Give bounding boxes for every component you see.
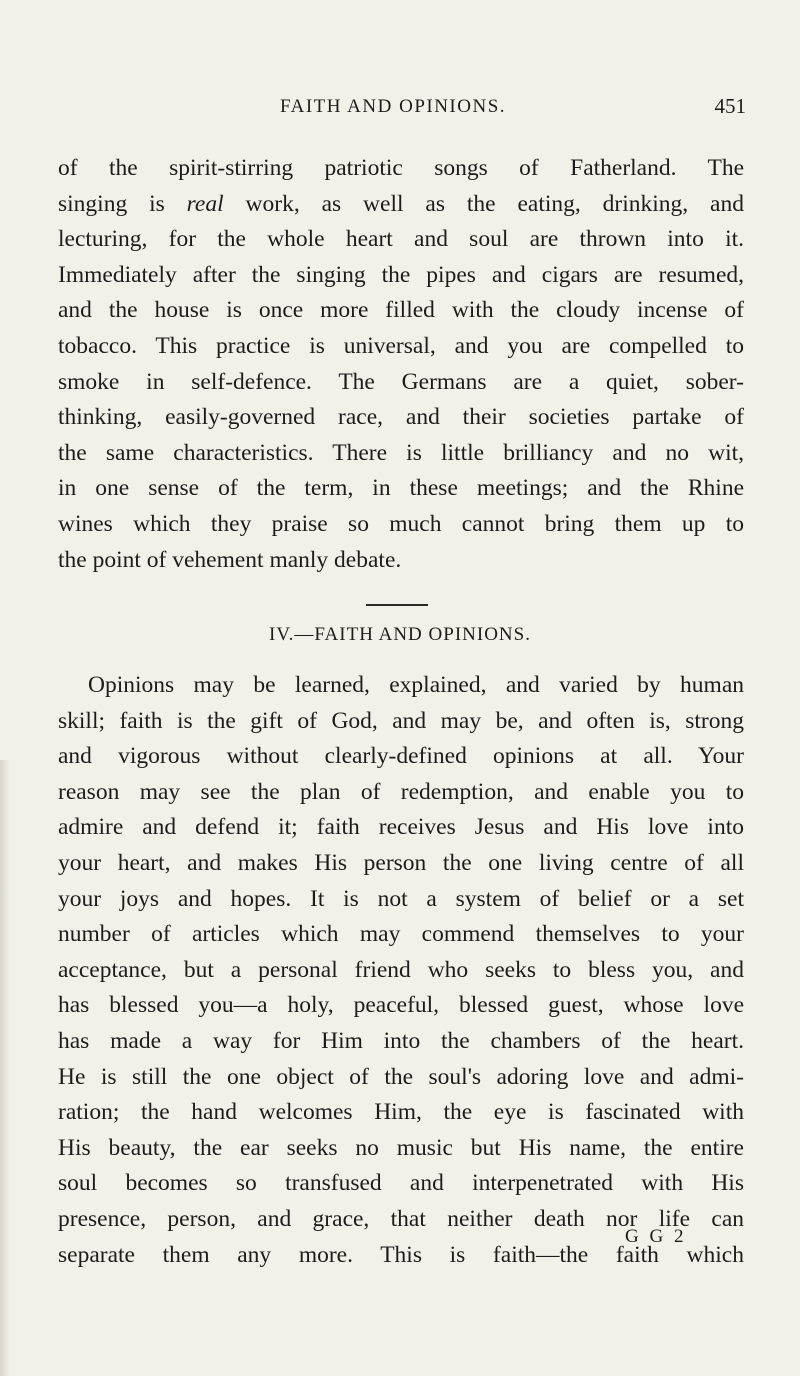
text-line: lecturing, for the whole heart and soul are thrown into it.	[58, 226, 744, 253]
signature-mark: G G 2	[625, 1226, 687, 1247]
text-line: number of articles which may commend themselves to your	[58, 921, 744, 948]
text-line: reason may see the plan of redemption, and enable you to	[58, 778, 744, 805]
text-line: has made a way for Him into the chambers of the heart.	[58, 1027, 744, 1054]
text-line: Opinions may be learned, explained, and varied by human	[88, 672, 744, 698]
text-line: presence, person, and grace, that neither death nor life can	[58, 1205, 744, 1232]
text-line: tobacco. This practice is universal, and you are compelled to	[58, 332, 744, 359]
text-line: smoke in self-defence. The Germans are a quiet, sober-	[58, 368, 744, 395]
text-line: and vigorous without clearly-defined opinions at all. Your	[58, 743, 744, 770]
text-line: the point of vehement manly debate.	[58, 546, 402, 573]
section-heading: IV.—FAITH AND OPINIONS.	[269, 624, 531, 645]
text-line: acceptance, but a personal friend who seeks to bless you, and	[58, 956, 744, 983]
text-line: in one sense of the term, in these meetings; and the Rhine	[58, 475, 744, 502]
text-line: admire and defend it; faith receives Jesus and His love into	[58, 814, 744, 841]
page-header	[40, 92, 746, 124]
text-line: Immediately after the singing the pipes and cigars are resumed,	[58, 261, 744, 288]
text-line: the same characteristics. There is little brilliancy and no wit,	[58, 439, 744, 466]
paragraph-1	[58, 151, 744, 578]
text-line: has blessed you—a holy, peaceful, blessed guest, whose love	[58, 992, 744, 1019]
paragraph-2	[58, 668, 744, 1273]
text-line: His beauty, the ear seeks no music but His name, the entire	[58, 1134, 744, 1161]
text-line: your heart, and makes His person the one living centre of all	[58, 849, 744, 876]
text-line: and the house is once more filled with the cloudy incense of	[58, 297, 744, 324]
section-divider	[366, 604, 428, 606]
running-head: FAITH AND OPINIONS.	[279, 96, 507, 117]
text-line: of the spirit-stirring patriotic songs of Fatherland. The	[58, 155, 744, 181]
text-line: thinking, easily-governed race, and their societies partake of	[58, 404, 744, 431]
text-line: skill; faith is the gift of God, and may be, and often is, strong	[58, 707, 744, 734]
text-line: soul becomes so transfused and interpenetrated with His	[58, 1170, 744, 1197]
text-line: singing is real work, as well as the eating, drinking, and	[58, 190, 744, 217]
text-line: your joys and hopes. It is not a system of belief or a set	[58, 885, 744, 912]
text-line: wines which they praise so much cannot bring them up to	[58, 510, 744, 537]
page-number: 451	[714, 94, 746, 118]
page-gutter-shadow	[0, 760, 10, 1376]
text-line: separate them any more. This is faith—the faith which	[58, 1241, 744, 1268]
text-line: He is still the one object of the soul's adoring love and admi-	[58, 1063, 744, 1090]
text-line: ration; the hand welcomes Him, the eye is fascinated with	[58, 1099, 744, 1126]
